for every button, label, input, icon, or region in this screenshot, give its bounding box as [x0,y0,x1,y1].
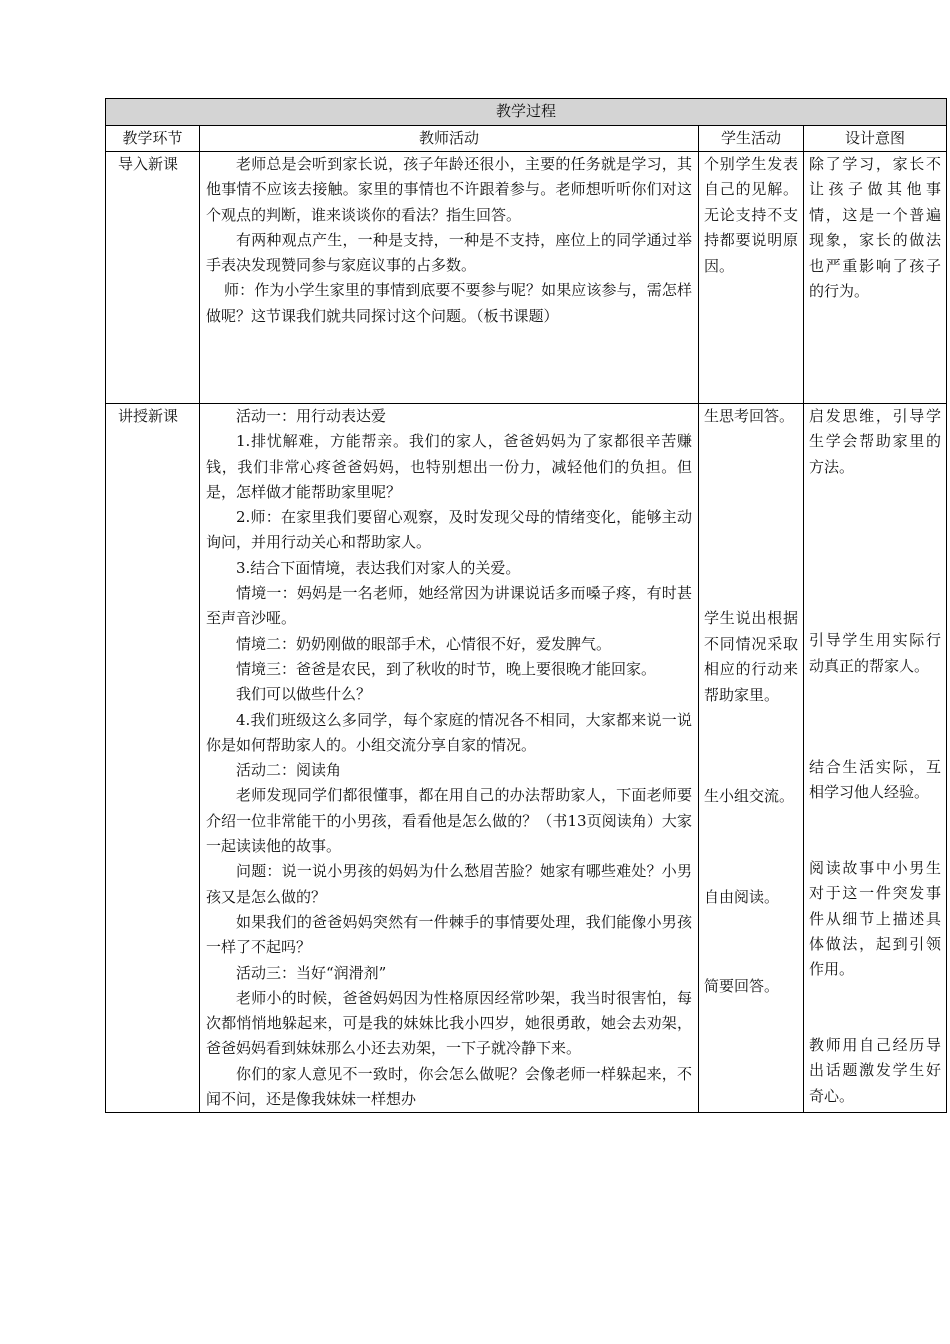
teacher-paragraph: 情境二：奶奶刚做的眼部手术，心情很不好，爱发脾气。 [236,634,612,653]
design-intent-text: 除了学习，家长不让孩子做其他事情，这是一个普遍现象，家长的做法也严重影响了孩子的行为。 [809,155,942,301]
header-teacher-activity: 教师活动 [200,126,699,152]
stage-cell: 讲授新课 [106,404,200,1113]
teacher-paragraph: 活动一：用行动表达爱 [236,407,387,425]
student-activity-cell [699,152,804,404]
student-activity-cell [699,404,804,1113]
teacher-paragraph: 4.我们班级这么多同学，每个家庭的情况各不相同，大家都来说一说你是如何帮助家人的。小组交流分享自家的情况。 [206,710,692,754]
header-stage: 教学环节 [106,126,200,152]
student-activity-text: 自由阅读。 [704,888,780,907]
teacher-paragraph: 师：作为小学生家里的事情到底要不要参与呢？如果应该参与，需怎样做呢？这节课我们就共同探讨这个问题。（板书课题） [206,281,692,325]
teacher-paragraph: 3.结合下面情境，表达我们对家人的关爱。 [236,558,521,577]
teacher-paragraph: 如果我们的爸爸妈妈突然有一件棘手的事情要处理，我们能像小男孩一样了不起吗？ [206,912,692,957]
student-activity-text: 简要回答。 [704,976,780,995]
teacher-activity-cell [200,404,699,1113]
teacher-paragraph: 有两种观点产生，一种是支持，一种是不支持，座位上的同学通过举手表决发现赞同参与家庭议事的占多数。 [206,230,692,275]
teacher-paragraph: 活动三：当好“润滑剂” [236,963,387,982]
header-design-intent: 设计意图 [804,126,947,152]
design-intent-text: 教师用自己经历导出话题激发学生好奇心。 [809,1035,942,1105]
teacher-paragraph: 活动二：阅读角 [236,761,342,780]
teacher-paragraph: 老师总是会听到家长说，孩子年龄还很小，主要的任务就是学习，其他事情不应该去接触。家里的事情也不许跟着参与。老师想听听你们对这个观点的判断，谁来谈谈你的看法？指生回答。 [206,155,692,224]
design-intent-text: 阅读故事中小男生对于这一件突发事件从细节上描述具体做法，起到引领作用。 [809,858,942,979]
header-student-activity: 学生活动 [699,126,804,152]
design-intent-cell [804,404,947,1113]
student-activity-text: 个别学生发表自己的见解。无论支持不支持都要说明原因。 [704,155,798,275]
teacher-paragraph: 我们可以做些什么？ [236,685,372,704]
teacher-paragraph: 情境一：妈妈是一名老师，她经常因为讲课说话多而嗓子疼，有时甚至声音沙哑。 [206,584,692,628]
teacher-paragraph: 情境三：爸爸是农民，到了秋收的时节，晚上要很晚才能回家。 [236,659,657,678]
table-row [106,152,947,404]
design-intent-text: 启发思维，引导学生学会帮助家里的方法。 [809,407,942,476]
teacher-paragraph: 问题：说一说小男孩的妈妈为什么愁眉苦脸？她家有哪些难处？小男孩又是怎么做的？ [206,862,692,906]
teacher-paragraph: 1.排忧解难，方能帮亲。我们的家人，爸爸妈妈为了家都很辛苦赚钱，我们非常心疼爸爸妈妈，也特别想出一份力，减轻他们的负担。但是，怎样做才能帮助家里呢？ [206,432,692,501]
design-intent-text: 结合生活实际，互相学习他人经验。 [809,758,942,802]
table-title: 教学过程 [106,99,947,126]
student-activity-text: 生小组交流。 [704,787,795,806]
stage-cell: 导入新课 [106,152,200,404]
table-row [106,404,947,1113]
teacher-activity-cell [200,152,699,404]
teacher-paragraph: 你们的家人意见不一致时，你会怎么做呢？会像老师一样躲起来，不闻不问，还是像我妹妹一样想办 [206,1064,692,1109]
teacher-paragraph: 老师小的时候，爸爸妈妈因为性格原因经常吵架，我当时很害怕，每次都悄悄地躲起来，可是我的妹妹比我小四岁，她很勇敢，她会去劝架，爸爸妈妈看到妹妹那么小还去劝架，一下子就冷静下来。 [206,988,692,1058]
teacher-paragraph: 老师发现同学们都很懂事，都在用自己的办法帮助家人，下面老师要介绍一位非常能干的小男孩，看看他是怎么做的？（书13页阅读角）大家一起读读他的故事。 [206,786,692,856]
teaching-process-table [105,98,947,1113]
student-activity-text: 生思考回答。 [704,407,795,425]
design-intent-text: 引导学生用实际行动真正的帮家人。 [809,631,942,675]
student-activity-text: 学生说出根据不同情况采取相应的行动来帮助家里。 [704,609,798,704]
design-intent-cell [804,152,947,404]
teacher-paragraph: 2.师：在家里我们要留心观察，及时发现父母的情绪变化，能够主动询问，并用行动关心和帮助家人。 [206,508,692,552]
